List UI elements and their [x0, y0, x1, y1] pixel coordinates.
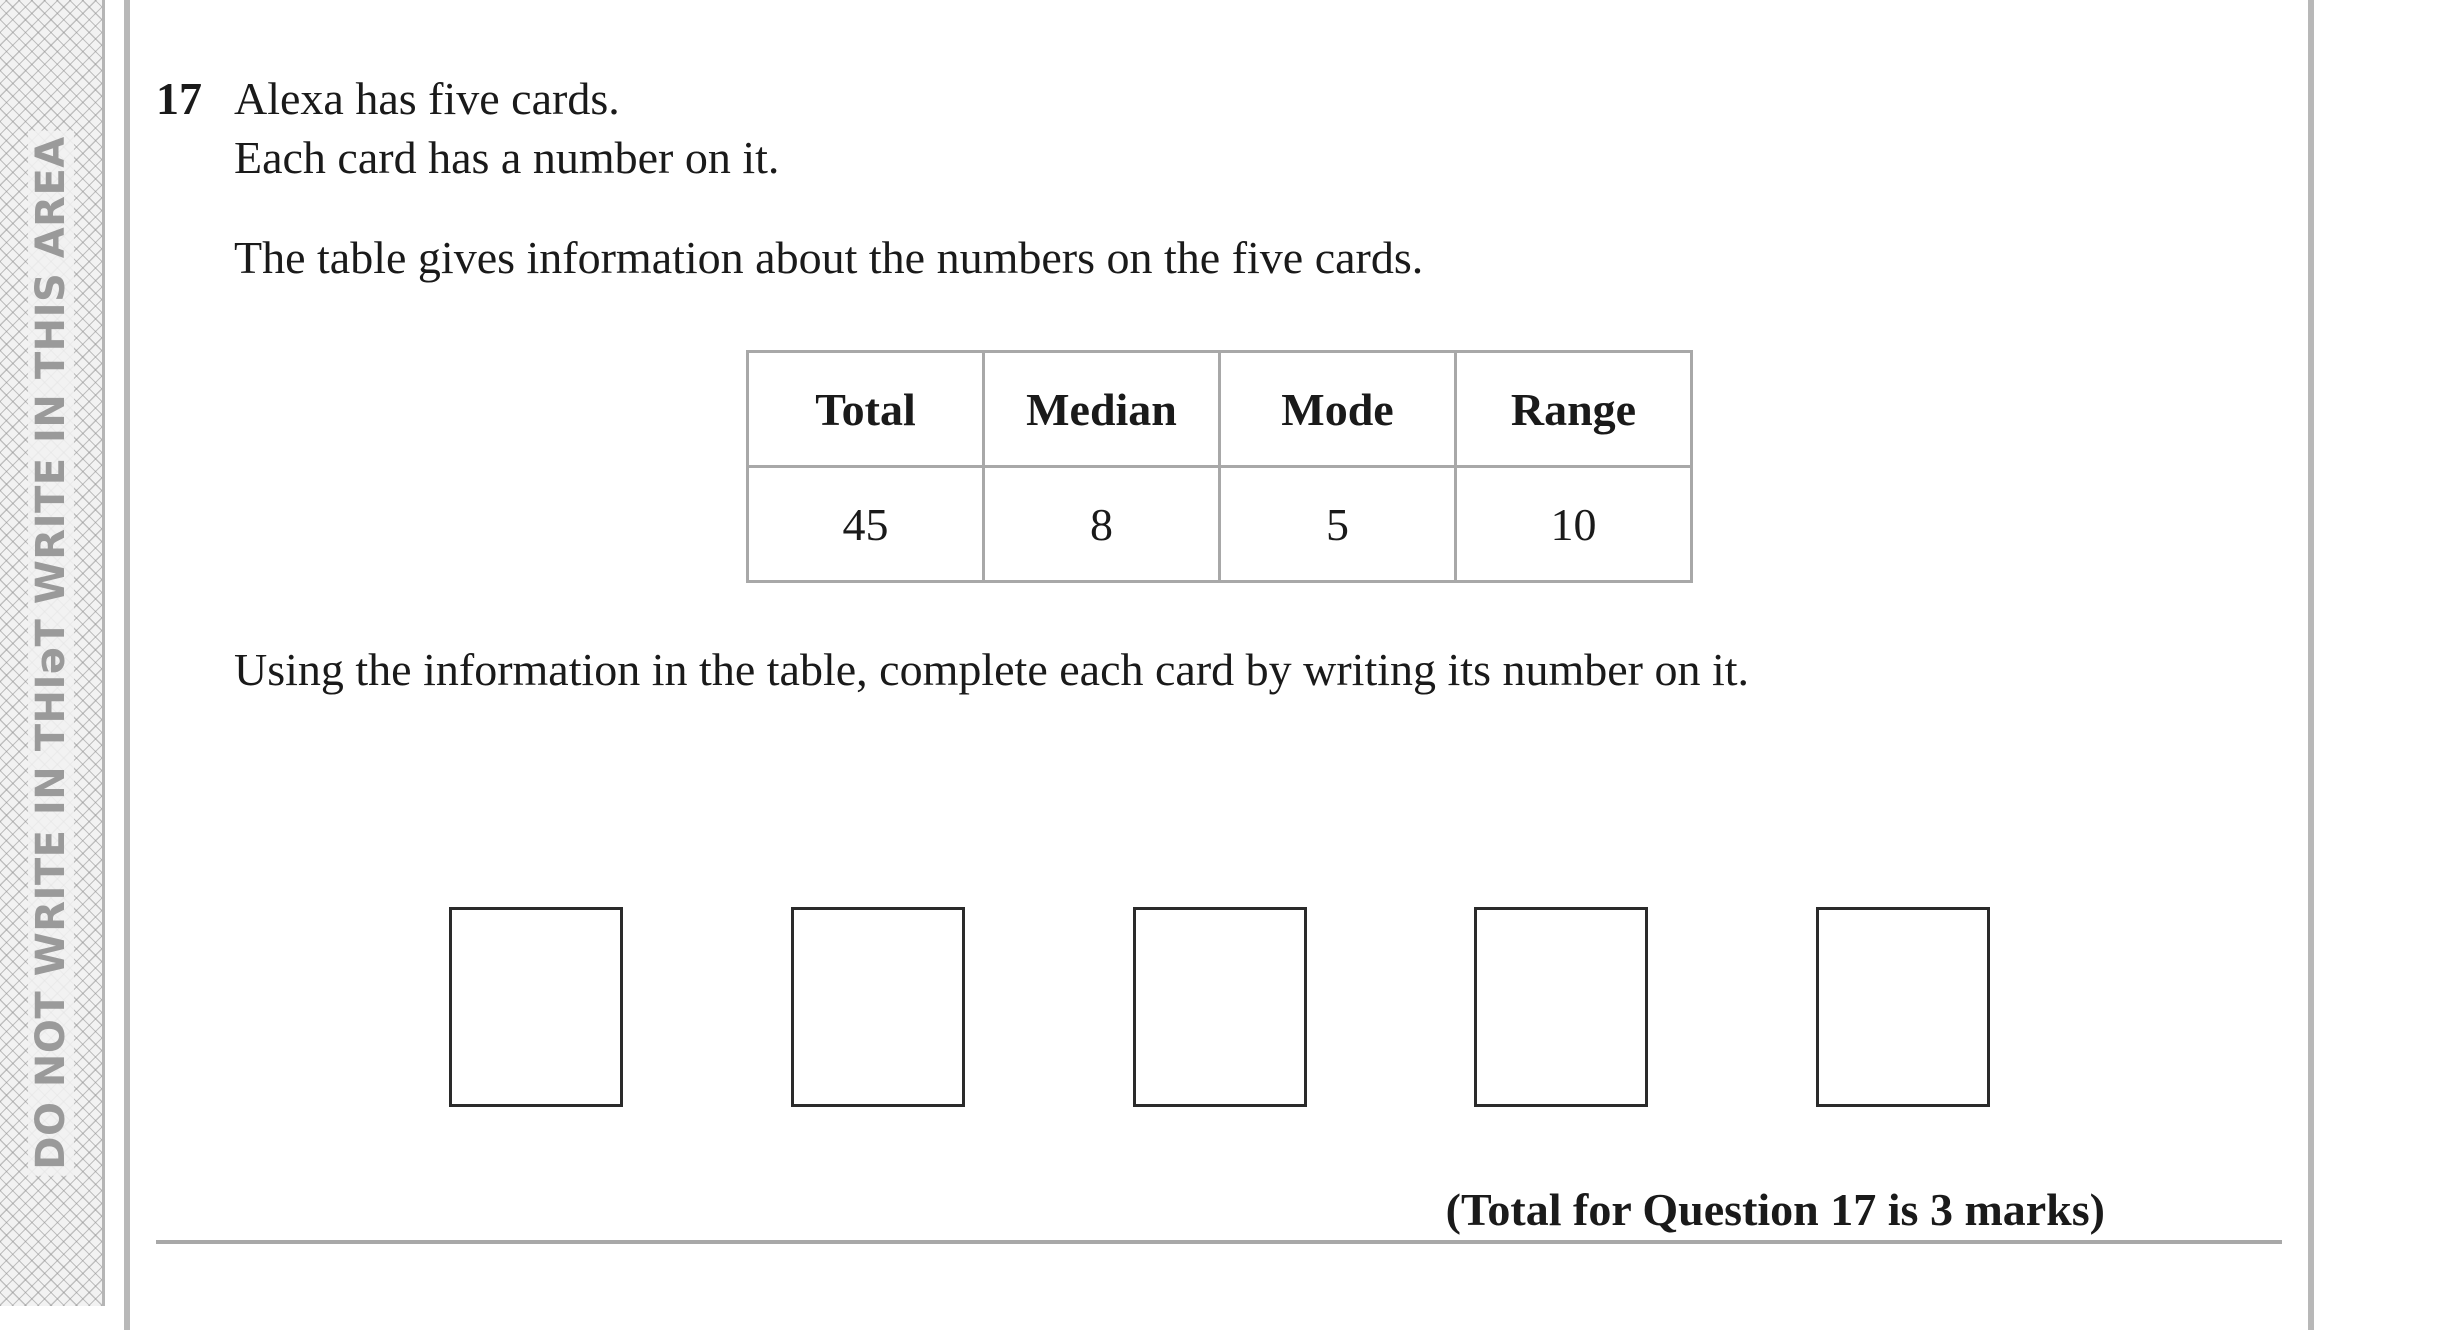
table-cell-median: 8 [984, 467, 1220, 582]
answer-card-3[interactable] [1133, 907, 1307, 1107]
table-header-mode: Mode [1220, 352, 1456, 467]
table-cell-range: 10 [1456, 467, 1692, 582]
answer-card-4[interactable] [1474, 907, 1648, 1107]
answer-card-1[interactable] [449, 907, 623, 1107]
total-marks-label: (Total for Question 17 is 3 marks) [1445, 1184, 2105, 1235]
question-number: 17 [156, 73, 202, 124]
table-row [748, 467, 1692, 582]
table-header-range: Range [1456, 352, 1692, 467]
margin-hatched-strip [0, 0, 105, 1306]
table-header-median: Median [984, 352, 1220, 467]
statistics-table [746, 350, 1693, 583]
instruction-text: Using the information in the table, complete each card by writing its number on it. [234, 644, 1750, 695]
table-header-total: Total [748, 352, 984, 467]
bottom-divider [156, 1240, 2282, 1244]
question-intro-line-2: Each card has a number on it. [234, 132, 780, 183]
question-intro-line-1: Alexa has five cards. [234, 73, 620, 124]
table-intro-text: The table gives information about the numbers on the five cards. [234, 232, 1424, 283]
answer-card-5[interactable] [1816, 907, 1990, 1107]
answer-card-2[interactable] [791, 907, 965, 1107]
table-header-row [748, 352, 1692, 467]
table-cell-total: 45 [748, 467, 984, 582]
margin-warning-text: DO NOT WRITE IN THIəT WRITE IN THIS AREA [28, 130, 74, 1175]
table-cell-mode: 5 [1220, 467, 1456, 582]
